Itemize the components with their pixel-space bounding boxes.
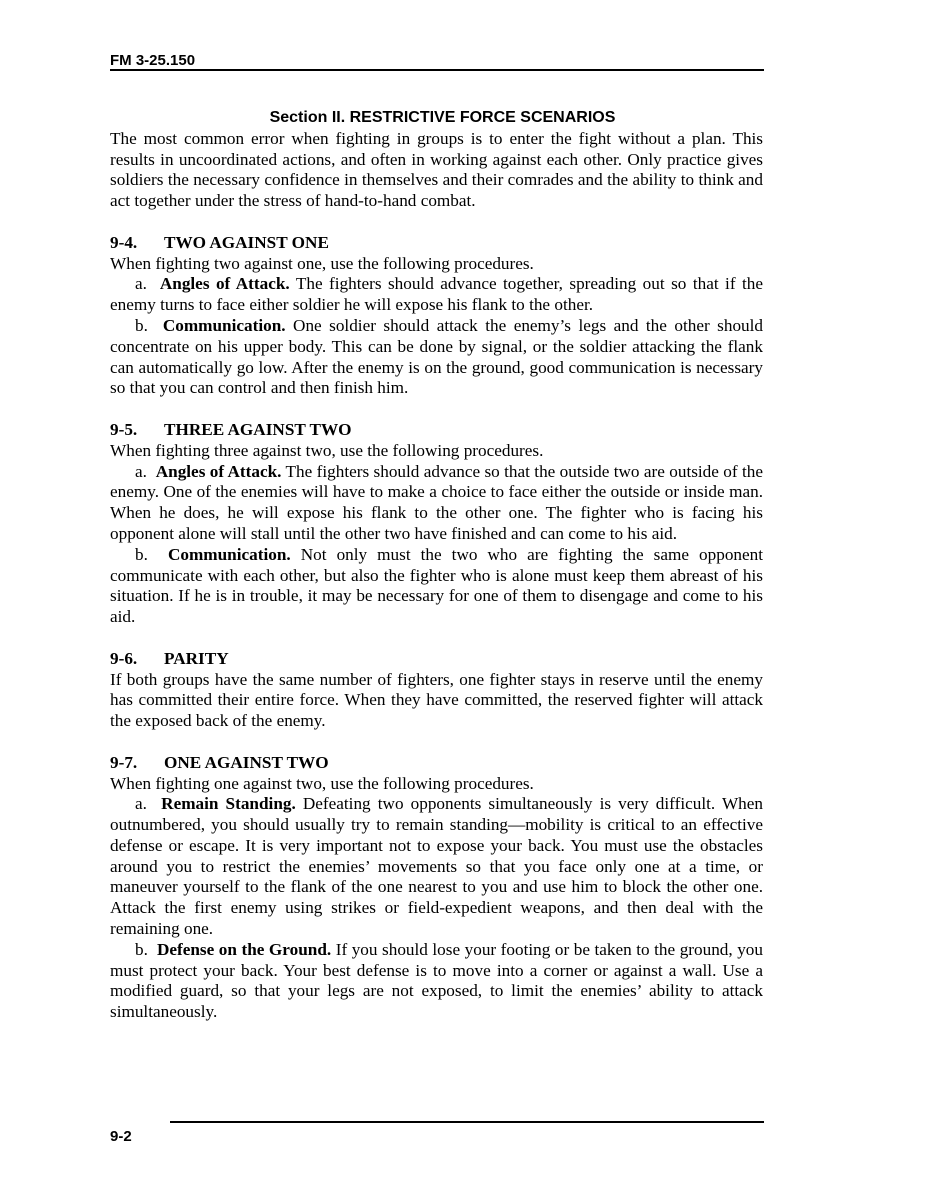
page-body [110,108,763,1023]
subparagraph-text: The fighters should advance together, spreading out so that if the enemy turns to face either soldier he will expose his flank to the other. [110,274,763,315]
subparagraph-term: Communication. [167,544,291,564]
subparagraph-text: One soldier should attack the enemy’s legs and the other should concentrate on his upper body. This can be done by signal, or the soldier attacking the flank can automatically go low. After the enemy is on the ground, good communication is necessary so that you can control and then finish him. [110,315,763,398]
spacer [110,212,763,233]
subparagraph-text: Not only must the two who are fighting the same opponent communicate with each other, but also the fighter who is alone must keep them abreast of his situation. If he is in trouble, it may be necessary for one of them to disengage and come to his aid. [110,544,764,627]
paragraph-9-5 [110,420,763,628]
paragraph-title: TWO AGAINST ONE [164,232,329,252]
subparagraph-marker: a. [135,461,147,481]
paragraph-lead: When fighting three against two, use the following procedures. [110,440,544,460]
paragraph-lead: If both groups have the same number of fighters, one fighter stays in reserve until the enemy has committed their entire force. When they have committed, the reserved fighter will attack the exposed back of the enemy. [110,669,763,731]
section-intro: The most common error when fighting in groups is to enter the fight without a plan. This results in uncoordinated actions, and often in working against each other. Only practice gives soldiers the necessary confidence in themselves and their comrades and the ability to think and act together under the stress of hand-to-hand combat. [110,128,763,211]
subparagraph-b [110,940,763,1023]
spacer [110,399,763,420]
subparagraph-a [110,462,763,545]
paragraph-number: 9-6. [110,648,138,668]
spacer [110,628,763,649]
paragraph-title: PARITY [164,648,229,668]
subparagraph-a [110,274,763,316]
paragraph-number: 9-7. [110,752,138,772]
page-number: 9-2 [110,1128,132,1145]
paragraph-heading [110,420,763,441]
paragraph-heading [110,649,763,670]
section-title: Section II. RESTRICTIVE FORCE SCENARIOS [269,109,616,126]
subparagraph-term: Defense on the Ground. [156,939,332,959]
paragraph-number: 9-4. [110,232,138,252]
header-rule [110,69,764,71]
paragraph-title: THREE AGAINST TWO [164,419,352,439]
paragraph-9-6 [110,649,763,732]
footer-rule [170,1121,764,1123]
subparagraph-term: Remain Standing. [161,794,296,814]
subparagraph-text: The fighters should advance so that the outside two are outside of the enemy. One of the enemies will have to make a choice to face either the outside or inside man. When he does, he will expose his flank to the other one. The fighter who is facing his opponent alone will stall until the other two have finished and can come to his aid. [110,461,763,543]
subparagraph-marker: a. [135,274,147,294]
paragraph-9-4 [110,233,763,399]
paragraph-lead: When fighting one against two, use the following procedures. [110,773,534,793]
paragraph-lead: When fighting two against one, use the following procedures. [110,253,534,273]
subparagraph-term: Angles of Attack. [155,461,282,481]
subparagraph-marker: b. [135,544,148,564]
spacer [110,732,763,753]
subparagraph-marker: b. [135,315,148,335]
paragraph-number: 9-5. [110,419,138,439]
paragraph-9-7 [110,753,763,1023]
subparagraph-a [110,794,763,940]
subparagraph-text: If you should lose your footing or be taken to the ground, you must protect your back. Your best defense is to move into a corner or against a wall. Use a modified guard, so that your legs are not exposed, to limit the enemies’ ability to attack simultaneously. [110,939,763,1022]
paragraph-heading [110,753,763,774]
subparagraph-text: Defeating two opponents simultaneously is very difficult. When outnumbered, you should usually try to remain standing—mobility is critical to an effective defense or escape. It is very important not to expose your back. You must use the obstacles around you to restrict the enemies’ movements so that you face only one at a time, or maneuver yourself to the flank of the one nearest to you and use him to block the other one. Attack the first enemy using strikes or field-expedient weapons, and then deal with the remaining one. [110,794,763,939]
subparagraph-b [110,545,763,628]
paragraph-heading [110,233,763,254]
subparagraph-b [110,316,763,399]
subparagraph-marker: a. [135,794,147,814]
paragraph-title: ONE AGAINST TWO [164,752,329,772]
running-header: FM 3-25.150 [110,52,196,69]
subparagraph-marker: b. [135,939,148,959]
subparagraph-term: Communication. [162,315,286,335]
subparagraph-term: Angles of Attack. [159,274,290,294]
